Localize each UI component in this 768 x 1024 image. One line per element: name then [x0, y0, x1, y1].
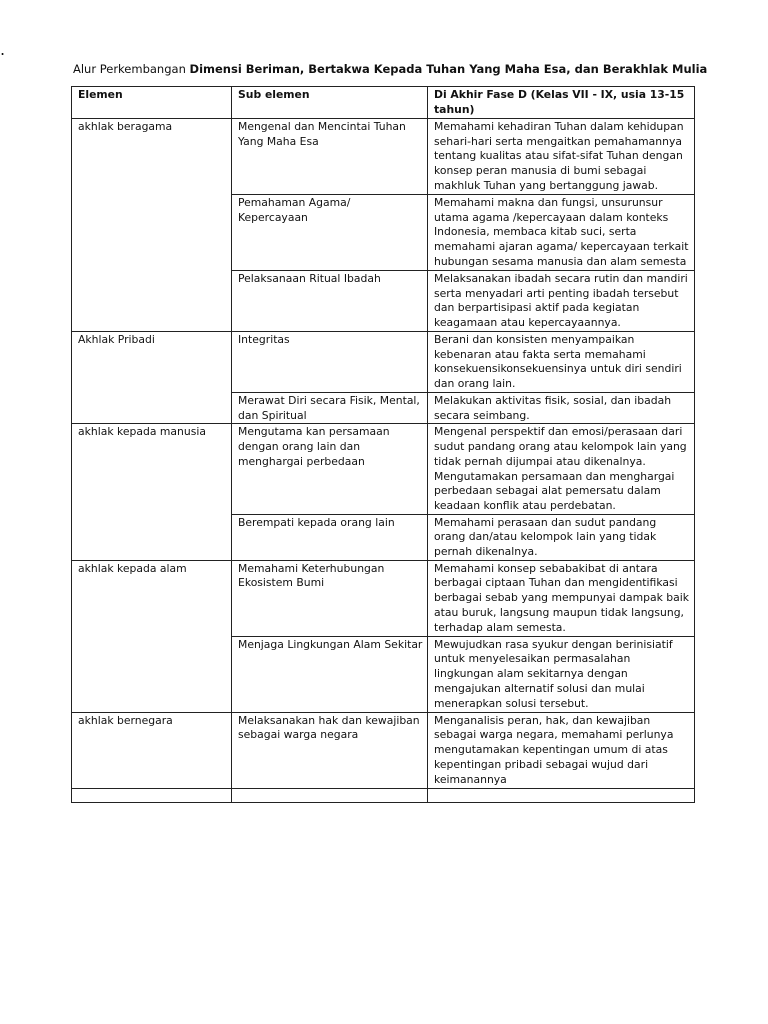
corner-mark: .	[0, 40, 6, 59]
sub-elemen-cell: Pelaksanaan Ritual Ibadah	[232, 271, 428, 332]
sub-elemen-cell: Mengenal dan Mencintai Tuhan Yang Maha Esa	[232, 119, 428, 195]
description-cell: Menganalisis peran, hak, dan kewajiban sebagai warga negara, memahami perlunya mengutamakan kepentingan umum di atas kepentingan pribadi sebagai wujud dari keimanannya	[428, 712, 695, 788]
description-cell: Melakukan aktivitas fisik, sosial, dan ibadah secara seimbang.	[428, 393, 695, 424]
sub-elemen-cell: Pemahaman Agama/ Kepercayaan	[232, 195, 428, 271]
sub-elemen-cell: Berempati kepada orang lain	[232, 514, 428, 560]
sub-elemen-cell: Menjaga Lingkungan Alam Sekitar	[232, 636, 428, 712]
document-title	[73, 62, 723, 77]
description-cell: Memahami kehadiran Tuhan dalam kehidupan sehari-hari serta mengaitkan pemahamannya tentang kualitas atau sifat-sifat Tuhan dengan konsep peran manusia di bumi sebagai makhluk Tuhan yang bertanggung jawab.	[428, 119, 695, 195]
title-prefix: Alur Perkembangan	[73, 62, 190, 76]
header-fase-d: Di Akhir Fase D (Kelas VII - IX, usia 13-15 tahun)	[428, 87, 695, 119]
sub-elemen-cell: Mengutama kan persamaan dengan orang lain dan menghargai perbedaan	[232, 424, 428, 514]
empty-table-row	[72, 788, 695, 802]
elemen-cell: akhlak kepada manusia	[72, 424, 232, 560]
empty-cell	[72, 788, 232, 802]
description-cell: Mengenal perspektif dan emosi/perasaan dari sudut pandang orang atau kelompok lain yang tidak pernah dijumpai atau dikenalnya. Mengutamakan persamaan dan menghargai perbedaan sebagai alat pemersatu dalam keadaan konflik atau perdebatan.	[428, 424, 695, 514]
description-cell: Memahami makna dan fungsi, unsurunsur utama agama /kepercayaan dalam konteks Indonesia, membaca kitab suci, serta memahami ajaran agama/ kepercayaan terkait hubungan sesama manusia dan alam semesta	[428, 195, 695, 271]
description-cell: Berani dan konsisten menyampaikan kebenaran atau fakta serta memahami konsekuensikonsekuensinya untuk diri sendiri dan orang lain.	[428, 332, 695, 393]
table-header-row	[72, 87, 695, 119]
title-bold: Dimensi Beriman, Bertakwa Kepada Tuhan Yang Maha Esa, dan Berakhlak Mulia	[189, 62, 708, 76]
sub-elemen-cell: Memahami Keterhubungan Ekosistem Bumi	[232, 560, 428, 636]
development-table	[71, 86, 695, 803]
table-row	[72, 712, 695, 788]
header-sub-elemen: Sub elemen	[232, 87, 428, 119]
sub-elemen-cell: Integritas	[232, 332, 428, 393]
elemen-cell: akhlak beragama	[72, 119, 232, 332]
table-row	[72, 560, 695, 636]
sub-elemen-cell: Merawat Diri secara Fisik, Mental, dan Spiritual	[232, 393, 428, 424]
description-cell: Memahami perasaan dan sudut pandang orang dan/atau kelompok lain yang tidak pernah dikenalnya.	[428, 514, 695, 560]
description-cell: Memahami konsep sebabakibat di antara berbagai ciptaan Tuhan dan mengidentifikasi berbagai sebab yang mempunyai dampak baik atau buruk, langsung maupun tidak langsung, terhadap alam semesta.	[428, 560, 695, 636]
elemen-cell: Akhlak Pribadi	[72, 332, 232, 424]
empty-cell	[428, 788, 695, 802]
sub-elemen-cell: Melaksanakan hak dan kewajiban sebagai warga negara	[232, 712, 428, 788]
empty-cell	[232, 788, 428, 802]
elemen-cell: akhlak kepada alam	[72, 560, 232, 712]
header-elemen: Elemen	[72, 87, 232, 119]
elemen-cell: akhlak bernegara	[72, 712, 232, 788]
table-row	[72, 119, 695, 195]
description-cell: Mewujudkan rasa syukur dengan berinisiatif untuk menyelesaikan permasalahan lingkungan alam sekitarnya dengan mengajukan alternatif solusi dan mulai menerapkan solusi tersebut.	[428, 636, 695, 712]
description-cell: Melaksanakan ibadah secara rutin dan mandiri serta menyadari arti penting ibadah tersebut dan berpartisipasi aktif pada kegiatan keagamaan atau kepercayaannya.	[428, 271, 695, 332]
table-row	[72, 424, 695, 514]
table-row	[72, 332, 695, 393]
